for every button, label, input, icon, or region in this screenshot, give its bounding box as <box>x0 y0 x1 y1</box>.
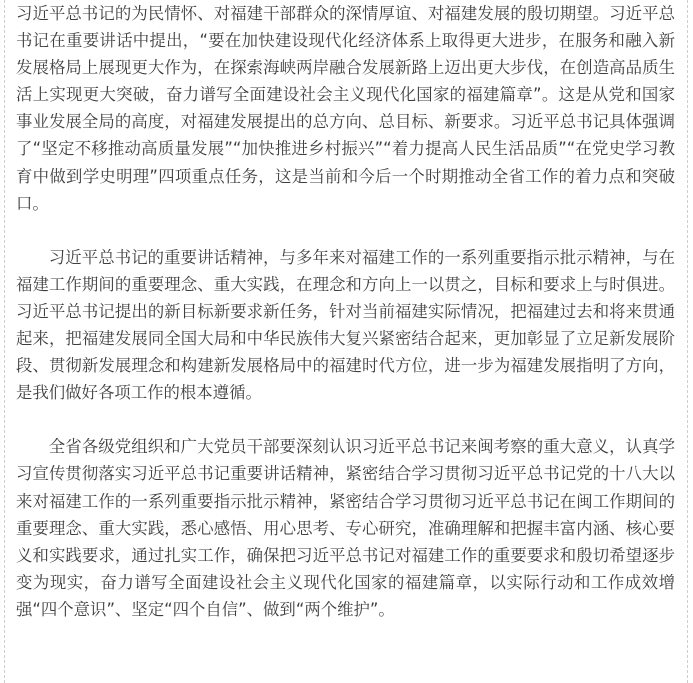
article-paragraph-3: 全省各级党组织和广大党员干部要深刻认识习近平总书记来闽考察的重大意义，认真学习宣传贯彻落实习近平总书记重要讲话精神，紧密结合学习贯彻习近平总书记党的十八大以来对福建工作的一系列重要指示批示精神，紧密结合学习贯彻习近平总书记在闽工作期间的重要理念、重大实践，悉心感悟、用心思考、专心研究，准确理解和把握丰富内涵、核心要义和实践要求，通过扎实工作，确保把习近平总书记对福建工作的重要要求和殷切希望逐步变为现实，奋力谱写全面建设社会主义现代化国家的福建篇章，以实际行动和工作成效增强“四个意识”、坚定“四个自信”、做到“两个维护”。 <box>16 437 675 619</box>
article-body <box>16 0 675 623</box>
article-paragraph-1: 习近平总书记的为民情怀、对福建干部群众的深情厚谊、对福建发展的殷切期望。习近平总书记在重要讲话中提出，“要在加快建设现代化经济体系上取得更大进步，在服务和融入新发展格局上展现更大作为，在探索海峡两岸融合发展新路上迈出更大步伐，在创造高品质生活上实现更大突破，奋力谱写全面建设社会主义现代化国家的福建篇章”。这是从党和国家事业发展全局的高度，对福建发展提出的总方向、总目标、新要求。习近平总书记具体强调了“坚定不移推动高质量发展”“加快推进乡村振兴”“着力提高人民生活品质”“在党史学习教育中做到学史明理”四项重点任务，这是当前和今后一个时期推动全省工作的着力点和突破口。 <box>16 4 675 213</box>
article-paragraph-2: 习近平总书记的重要讲话精神，与多年来对福建工作的一系列重要指示批示精神，与在福建工作期间的重要理念、重大实践，在理念和方向上一以贯之，目标和要求上与时俱进。习近平总书记提出的新目标新要求新任务，针对当前福建实际情况，把福建过去和将来贯通起来，把福建发展同全国大局和中华民族伟大复兴紧密结合起来，更加彰显了立足新发展阶段、贯彻新发展理念和构建新发展格局中的福建时代方位，进一步为福建发展指明了方向，是我们做好各项工作的根本遵循。 <box>16 247 675 403</box>
